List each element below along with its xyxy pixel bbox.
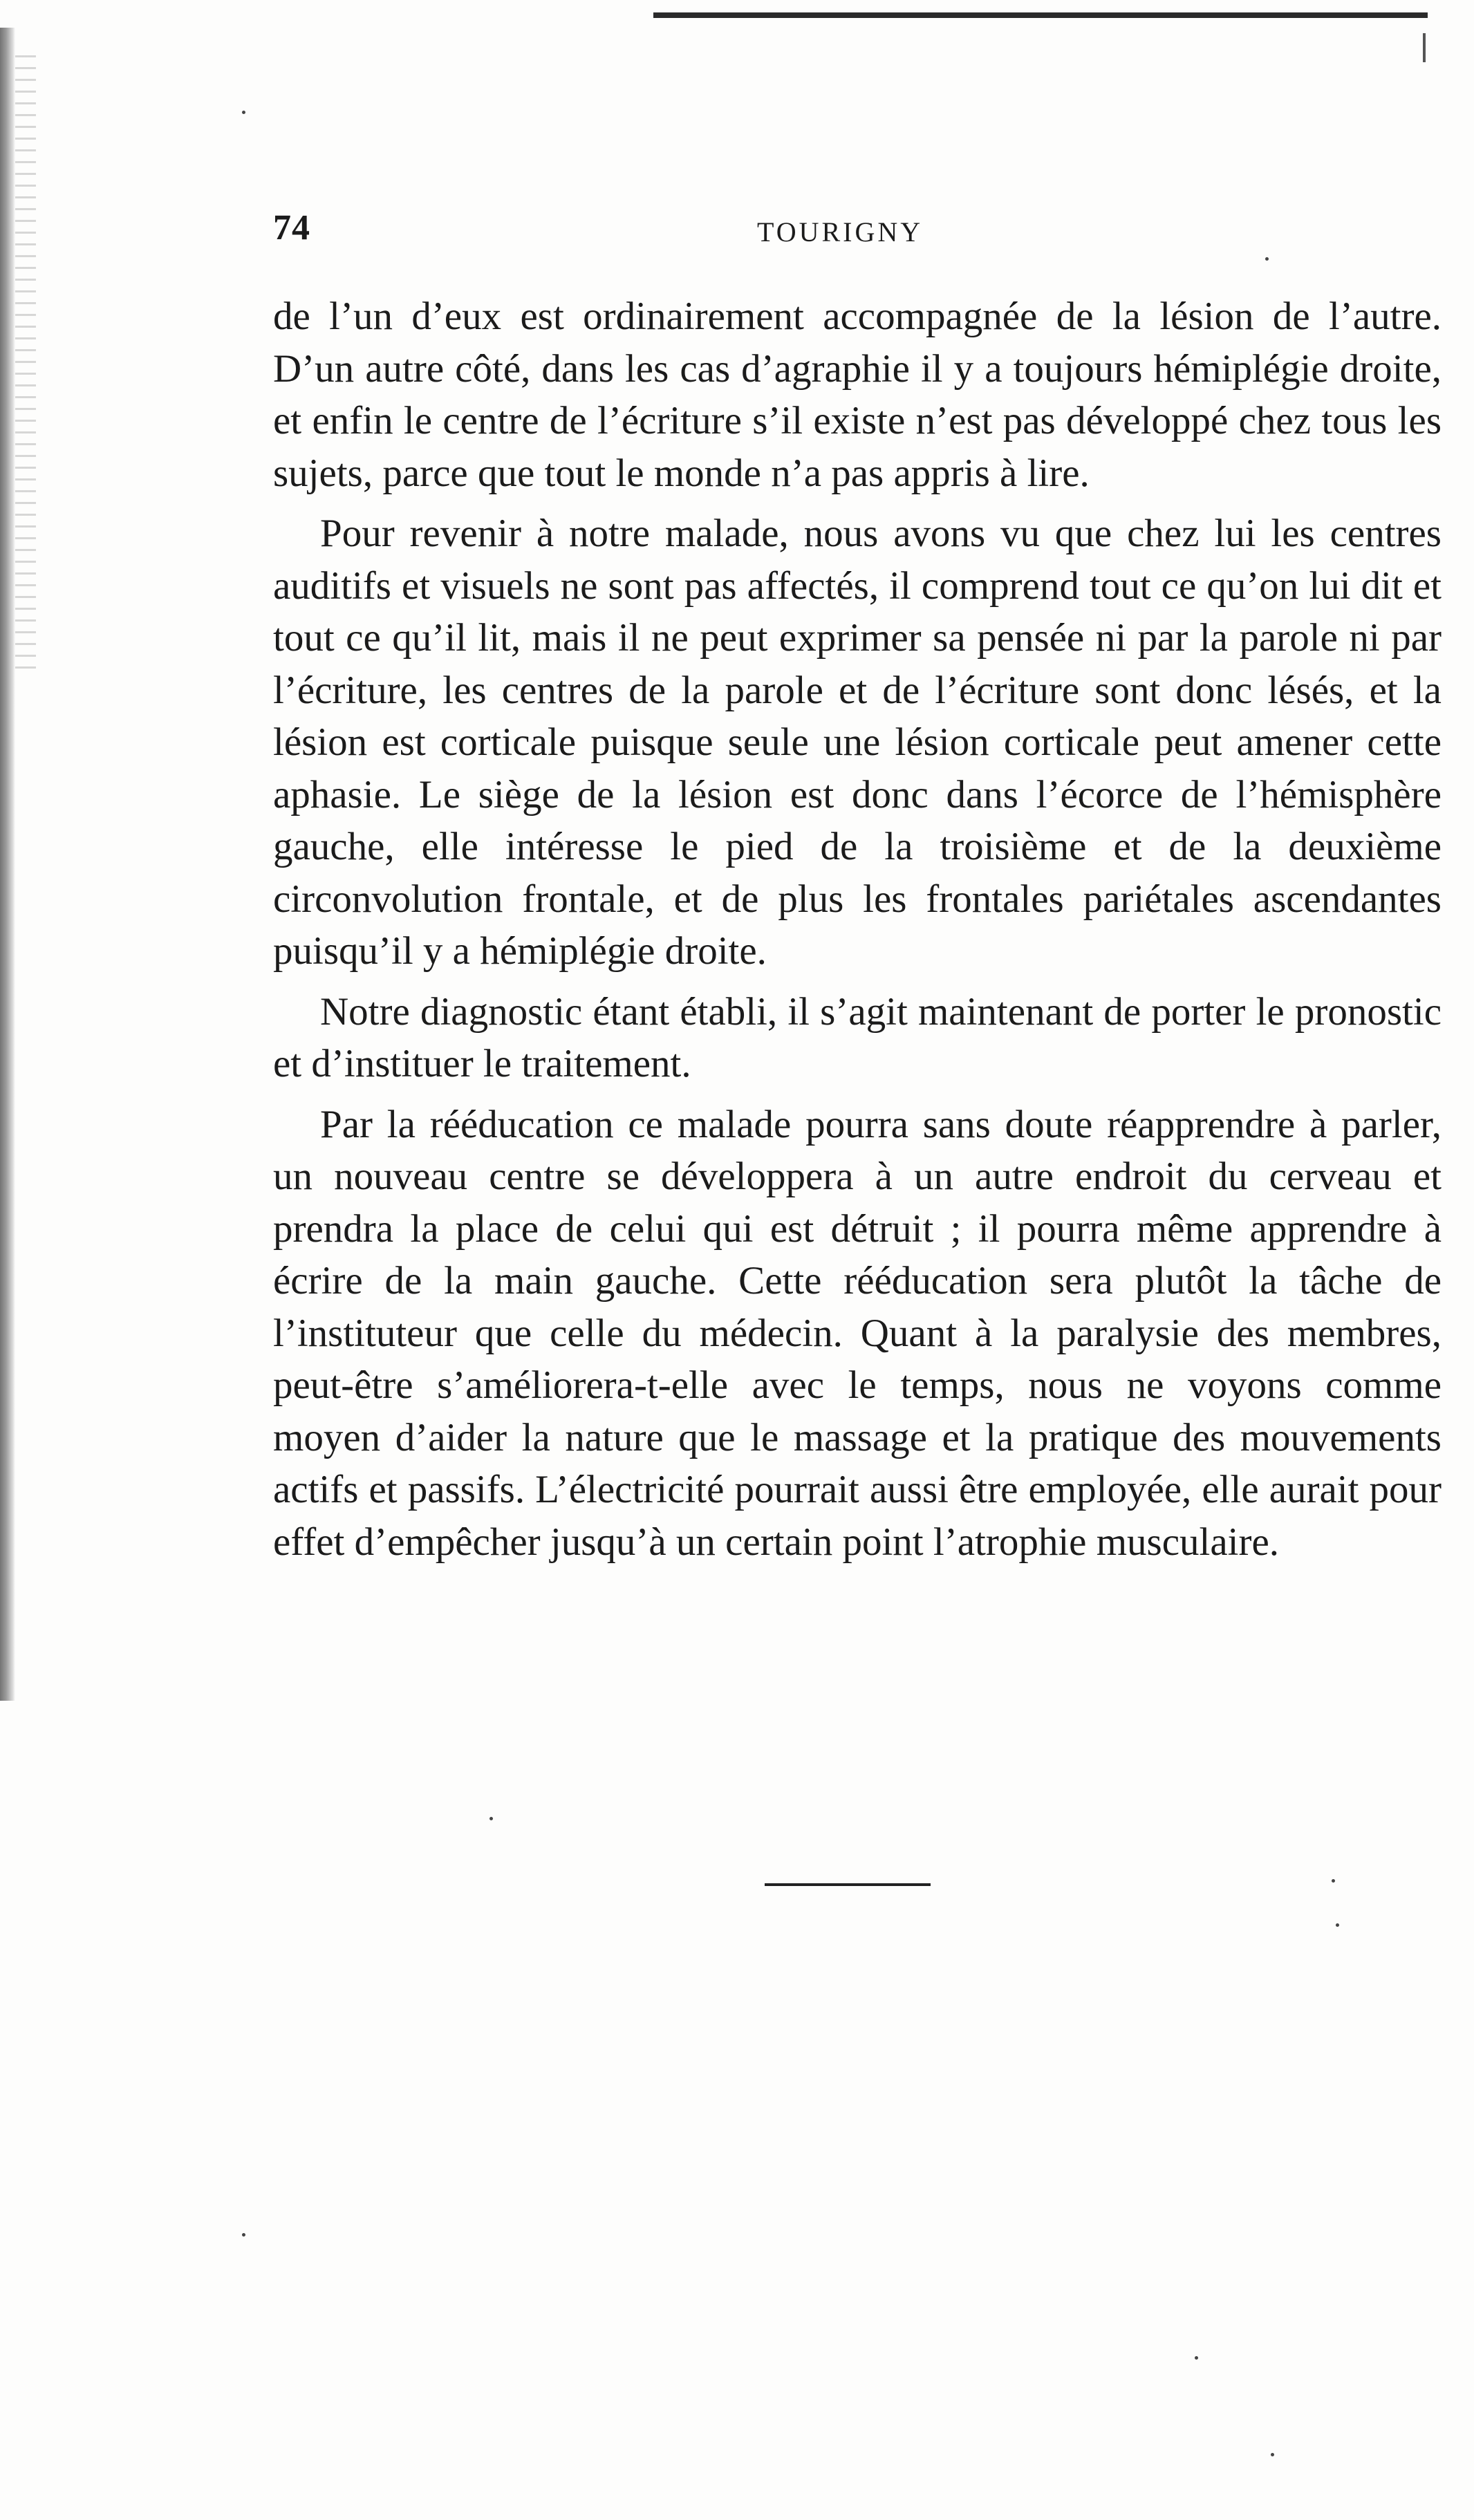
section-end-rule [765,1883,931,1886]
scan-speck [242,2233,245,2237]
scan-speck [1332,1879,1335,1883]
scan-speck [1265,257,1269,261]
paragraph-1: de l’un d’eux est ordinairement accompagnée de la lésion de l’autre. D’un autre côté, dans les cas d’agraphie il y a toujours hémiplégie droite, et enfin le centre de l’écriture s’il existe n’est pas développé chez tous les sujets, parce que tout le monde n’a pas appris à lire. [273,295,1442,495]
scan-speck [1271,2453,1274,2456]
scan-edge-speckle [15,55,36,678]
page-number: 74 [273,208,310,248]
running-head: TOURIGNY [757,216,924,248]
scan-speck [242,111,245,114]
scan-corner-mark [1423,33,1426,62]
paragraph-4: Par la rééducation ce malade pourra sans doute réapprendre à parler, un nouveau centre se développera à un autre endroit du cerveau et prendra la place de celui qui est détruit ; il pourra même apprendre à écrire de la main gauche. Cette rééducation sera plutôt la tâche de l’instituteur que celle du médecin. Quant à la paralysie des membres, peut-être s’améliorera-t-elle avec le temps, nous ne voyons comme moyen d’aider la nature que le massage et la pratique des mouvements actifs et passifs. L’électricité pourrait aussi être employée, elle aurait pour effet d’empêcher jusqu’à un certain point l’atrophie musculaire. [273,1102,1442,1564]
scan-speck [489,1817,493,1820]
paragraph-2: Pour revenir à notre malade, nous avons vu que chez lui les centres auditifs et visuels ne sont pas affectés, il comprend tout ce qu’on lui dit et tout ce qu’il lit, mais il ne peut exprimer sa pensée ni par la parole ni par l’écriture, les centres de la parole et de l’écriture sont donc lésés, et la lésion est corticale puisque seule une lésion corticale peut amener cette aphasie. Le siège de la lésion est donc dans l’écorce de l’hémisphère gauche, elle intéresse le pied de la troisième et de la deuxième circonvolution frontale, et de plus les frontales pariétales ascendantes puisqu’il y a hémiplégie droite. [273,512,1442,973]
page-header [273,207,1442,249]
scan-binding-edge [0,28,15,1701]
scan-top-rule [653,12,1428,18]
body-text [273,290,1442,1576]
scan-speck [1336,1923,1339,1927]
paragraph-3: Notre diagnostic étant établi, il s’agit maintenant de porter le pronostic et d’instituer le traitement. [273,989,1442,1085]
scan-speck [1195,2356,1198,2360]
